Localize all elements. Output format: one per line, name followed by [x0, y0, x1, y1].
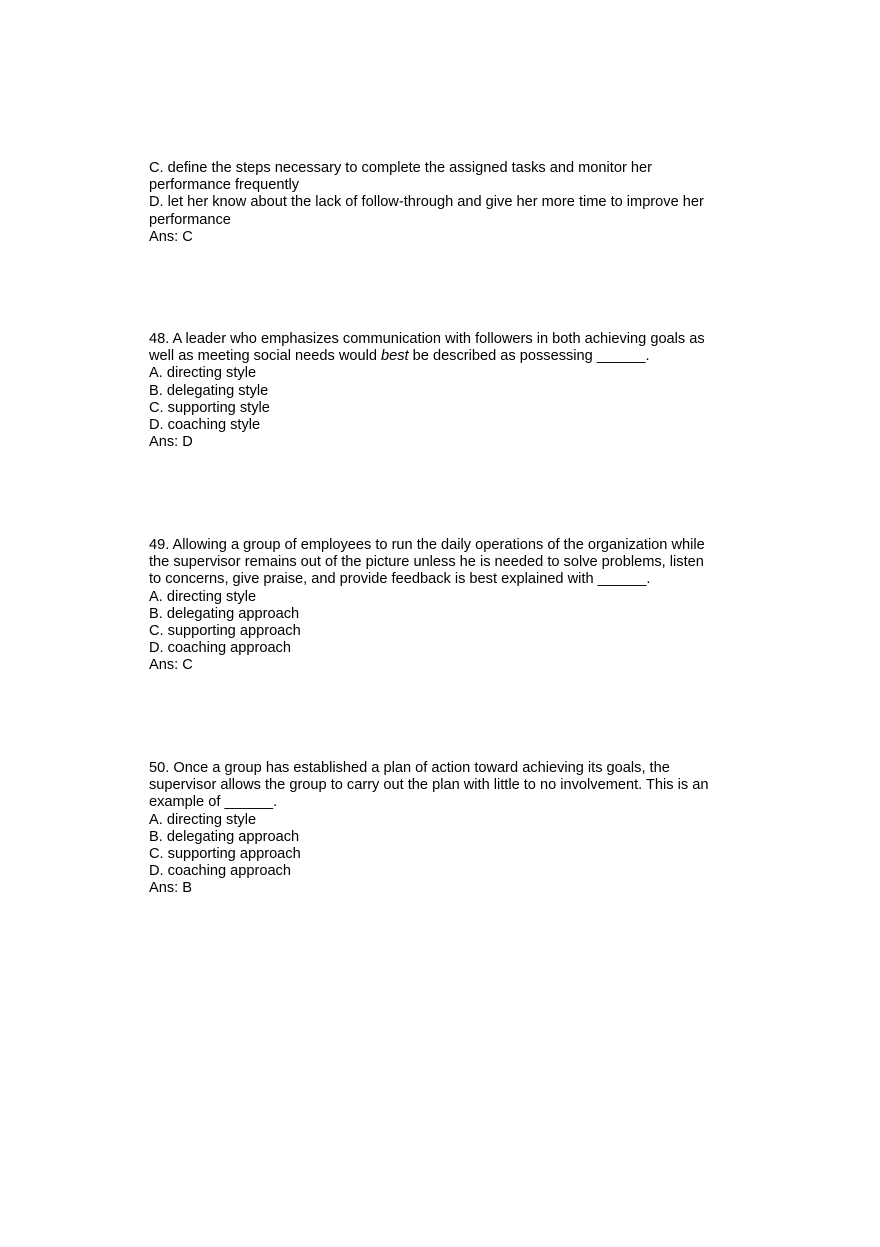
option-a: A. directing style: [149, 588, 257, 605]
option-b: B. delegating style: [149, 382, 269, 399]
question-49: [149, 537, 739, 675]
option-c-line-2: performance frequently: [149, 177, 300, 194]
question-47-continuation: [149, 160, 739, 246]
stem-emphasis: best: [381, 348, 409, 365]
question-48: [149, 331, 739, 451]
stem-text-after: be described as possessing ______.: [408, 348, 650, 365]
question-stem-line-3: example of ______.: [149, 794, 278, 811]
question-stem-line-2: the supervisor remains out of the picture unless he is needed to solve problems, listen: [149, 554, 704, 571]
option-b: B. delegating approach: [149, 828, 300, 845]
option-c: C. supporting approach: [149, 846, 301, 863]
option-b: B. delegating approach: [149, 605, 300, 622]
option-d-line-1: D. let her know about the lack of follow-through and give her more time to improve her: [149, 194, 704, 211]
option-c: C. supporting approach: [149, 623, 301, 640]
option-d: D. coaching approach: [149, 863, 291, 880]
answer: Ans: C: [149, 657, 193, 674]
answer: Ans: D: [149, 434, 193, 451]
option-a: A. directing style: [149, 365, 257, 382]
question-50: [149, 760, 739, 898]
question-stem-line-3: to concerns, give praise, and provide feedback is best explained with ______.: [149, 571, 651, 588]
question-stem-line-1: 48. A leader who emphasizes communication with followers in both achieving goals as: [149, 331, 705, 347]
question-stem-line-1: 50. Once a group has established a plan of action toward achieving its goals, the: [149, 760, 670, 776]
option-a: A. directing style: [149, 811, 257, 828]
option-d-line-2: performance: [149, 211, 231, 228]
question-stem-line-2: [149, 348, 739, 365]
question-stem-line-1: 49. Allowing a group of employees to run the daily operations of the organization while: [149, 537, 705, 553]
stem-text-before: well as meeting social needs would: [149, 348, 382, 365]
answer: Ans: B: [149, 880, 192, 897]
option-d: D. coaching approach: [149, 640, 291, 657]
question-stem-line-2: supervisor allows the group to carry out the plan with little to no involvement. This is an: [149, 777, 709, 794]
option-c-line-1: C. define the steps necessary to complete the assigned tasks and monitor her: [149, 160, 652, 176]
option-c: C. supporting style: [149, 399, 270, 416]
answer: Ans: C: [149, 228, 193, 245]
option-d: D. coaching style: [149, 417, 261, 434]
